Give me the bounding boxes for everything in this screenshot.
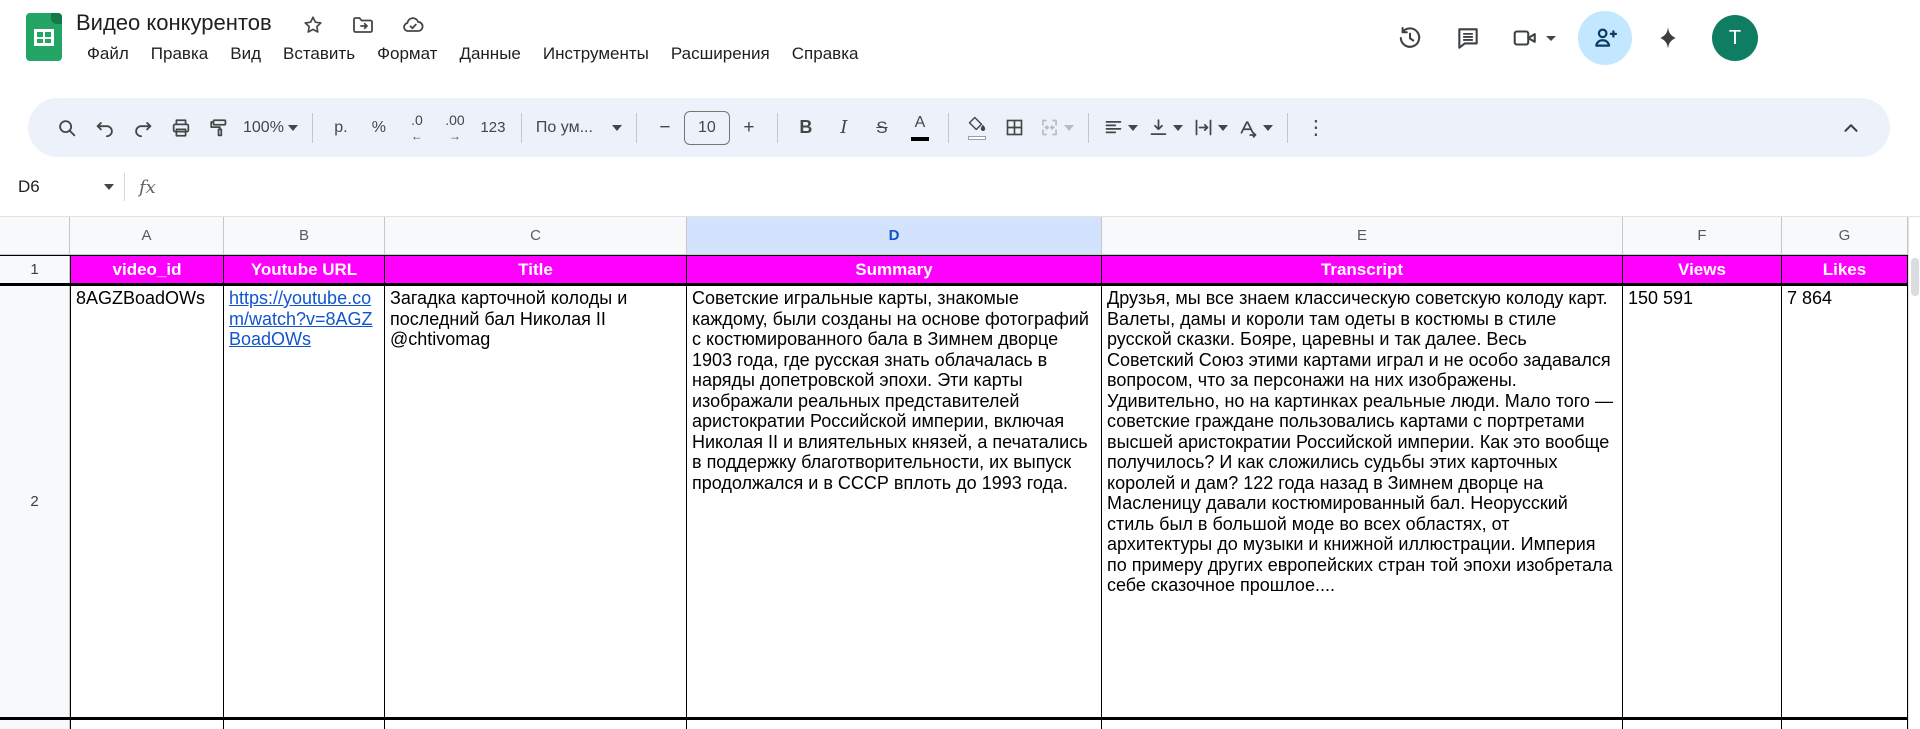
merge-cells-button[interactable] [1034,109,1079,147]
decrease-decimal-button[interactable]: .0 ← [410,112,423,143]
column-header-b[interactable]: B [224,217,385,255]
data-row-3-partial [0,720,1908,729]
header-cell-title[interactable]: Title [385,256,687,283]
cell-g2-likes[interactable]: 7 864 [1782,286,1908,717]
youtube-link[interactable]: https://youtube.com/watch?v=8AGZBoadOWs [229,288,373,349]
strikethrough-button[interactable]: S [876,117,888,137]
text-color-button[interactable]: A [901,109,939,147]
top-bar [0,0,1920,88]
format-currency-button[interactable]: р. [334,118,348,136]
undo-icon[interactable] [86,109,124,147]
vertical-scrollbar[interactable] [1908,217,1920,729]
menu-format[interactable]: Формат [377,44,438,63]
paint-format-icon[interactable] [200,109,238,147]
spreadsheet-grid [0,217,1908,729]
redo-icon[interactable] [124,109,162,147]
text-rotation-button[interactable] [1233,109,1278,147]
cell-b2-youtube-url[interactable] [224,286,385,717]
header-cell-transcript[interactable]: Transcript [1102,256,1623,283]
header-cell-video-id[interactable]: video_id [70,256,224,283]
sheets-logo-icon[interactable] [26,13,62,61]
font-family-select[interactable] [531,109,627,147]
toolbar-area [0,88,1920,158]
cell-f2-views[interactable]: 150 591 [1623,286,1782,717]
comments-icon[interactable] [1446,16,1490,60]
decrease-font-size-button[interactable]: − [659,116,671,138]
cloud-saved-icon[interactable] [400,12,426,38]
row-number-1[interactable]: 1 [0,256,70,283]
font-size-input[interactable]: 10 [684,111,730,145]
increase-decimal-button[interactable]: .00 → [445,112,465,143]
formula-input[interactable] [156,158,1920,216]
menu-edit[interactable]: Правка [150,44,209,63]
cell-b3[interactable] [224,720,385,729]
number-format-button[interactable]: 123 [480,119,506,136]
document-title[interactable]: Видео конкурентов [76,10,272,35]
header-cell-youtube-url[interactable]: Youtube URL [224,256,385,283]
scrollbar-thumb[interactable] [1911,258,1919,296]
column-header-row [0,217,1908,255]
horizontal-align-button[interactable] [1098,109,1143,147]
menu-file[interactable]: Файл [87,44,129,63]
select-all-corner[interactable] [0,217,70,255]
zoom-value: 100% [243,118,284,136]
cell-a2-video-id[interactable]: 8AGZBoadOWs [70,286,224,717]
bold-button[interactable]: B [799,117,813,137]
fill-color-button[interactable] [958,109,996,147]
menu-bar [76,41,869,67]
menu-view[interactable]: Вид [230,44,261,63]
fx-icon: fx [139,176,156,198]
header-cell-views[interactable]: Views [1623,256,1782,283]
header-cell-summary[interactable]: Summary [687,256,1102,283]
cell-e2-transcript[interactable]: Друзья, мы все знаем классическую советскую колоду карт. Валеты, дамы и короли там одеты в костюмы в стиле русской сказки. Бояре, царевны и так далее. Весь Советский Союз этими картами играл и не особо задавался вопросом, что за персонажи на них изображены. Удивительно, но на картинках реальные люди. Мало того — советские граждане пользовались картами с портретами высшей аристократии Российской империи. Как это вообще получилось? И как сложились судьбы этих карточных королей и дам? 122 года назад в Зимнем дворце на Масленицу давали костюмированный бал. Неорусский стиль был в большой моде во всех областях, от архитектуры до музыки и книжной иллюстрации. Империя по примеру других европейских стран той эпохи изобретала себе сказочное прошлое.... [1102,286,1623,717]
cell-c2-title[interactable]: Загадка карточной колоды и последний бал Николая II @chtivomag [385,286,687,717]
search-icon[interactable] [48,109,86,147]
cell-c3[interactable] [385,720,687,729]
toolbar [28,98,1890,157]
row-number-3[interactable] [0,720,70,729]
name-box[interactable] [18,177,114,197]
vertical-align-button[interactable] [1143,109,1188,147]
column-header-d-selected[interactable]: D [687,217,1102,255]
formula-bar [0,158,1920,217]
cell-f3[interactable] [1623,720,1782,729]
header-row-1 [0,255,1908,286]
cell-g3[interactable] [1782,720,1908,729]
menu-insert[interactable]: Вставить [283,44,356,63]
format-percent-button[interactable]: % [371,118,387,136]
menu-extensions[interactable]: Расширения [670,44,770,63]
cell-e3[interactable] [1102,720,1623,729]
cell-a3[interactable] [70,720,224,729]
gemini-sparkle-icon[interactable] [1646,16,1690,60]
cell-reference: D6 [18,177,40,196]
column-header-a[interactable]: A [70,217,224,255]
column-header-g[interactable]: G [1782,217,1908,255]
header-cell-likes[interactable]: Likes [1782,256,1908,283]
increase-font-size-button[interactable]: + [743,116,755,138]
column-header-e[interactable]: E [1102,217,1623,255]
text-wrap-button[interactable] [1188,109,1233,147]
print-icon[interactable] [162,109,200,147]
cell-d3[interactable] [687,720,1102,729]
menu-tools[interactable]: Инструменты [542,44,649,63]
version-history-icon[interactable] [1388,16,1432,60]
row-number-2[interactable]: 2 [0,286,70,717]
move-to-folder-icon[interactable] [350,12,376,38]
collapse-toolbar-icon[interactable] [1832,109,1870,147]
avatar-letter: T [1728,26,1742,49]
camera-dropdown-caret[interactable] [1546,36,1556,41]
account-avatar[interactable] [1712,15,1758,61]
menu-help[interactable]: Справка [791,44,859,63]
star-icon[interactable] [300,12,326,38]
cell-d2-summary[interactable]: Советские игральные карты, знакомые каждому, были созданы на основе фотографий с костюмированного бала в Зимнем дворце 1903 года, где русская знать облачалась в наряды допетровской эпохи. Эти карты изображали реальных представителей аристократии Российской империи, включая Николая II и влиятельных князей, а печатались в поддержку благотворительности, их выпуск продолжался и в СССР вплоть до 1993 года. [687,286,1102,717]
column-header-c[interactable]: C [385,217,687,255]
borders-button[interactable] [996,109,1034,147]
column-header-f[interactable]: F [1623,217,1782,255]
share-button[interactable] [1578,11,1632,65]
more-options-icon[interactable]: ⋮ [1305,117,1326,139]
menu-data[interactable]: Данные [459,44,521,63]
data-row-2 [0,286,1908,720]
italic-button[interactable]: I [840,117,848,138]
zoom-select[interactable] [238,109,303,147]
meet-camera-icon[interactable] [1504,16,1564,60]
font-family-value: По ум... [535,118,593,136]
